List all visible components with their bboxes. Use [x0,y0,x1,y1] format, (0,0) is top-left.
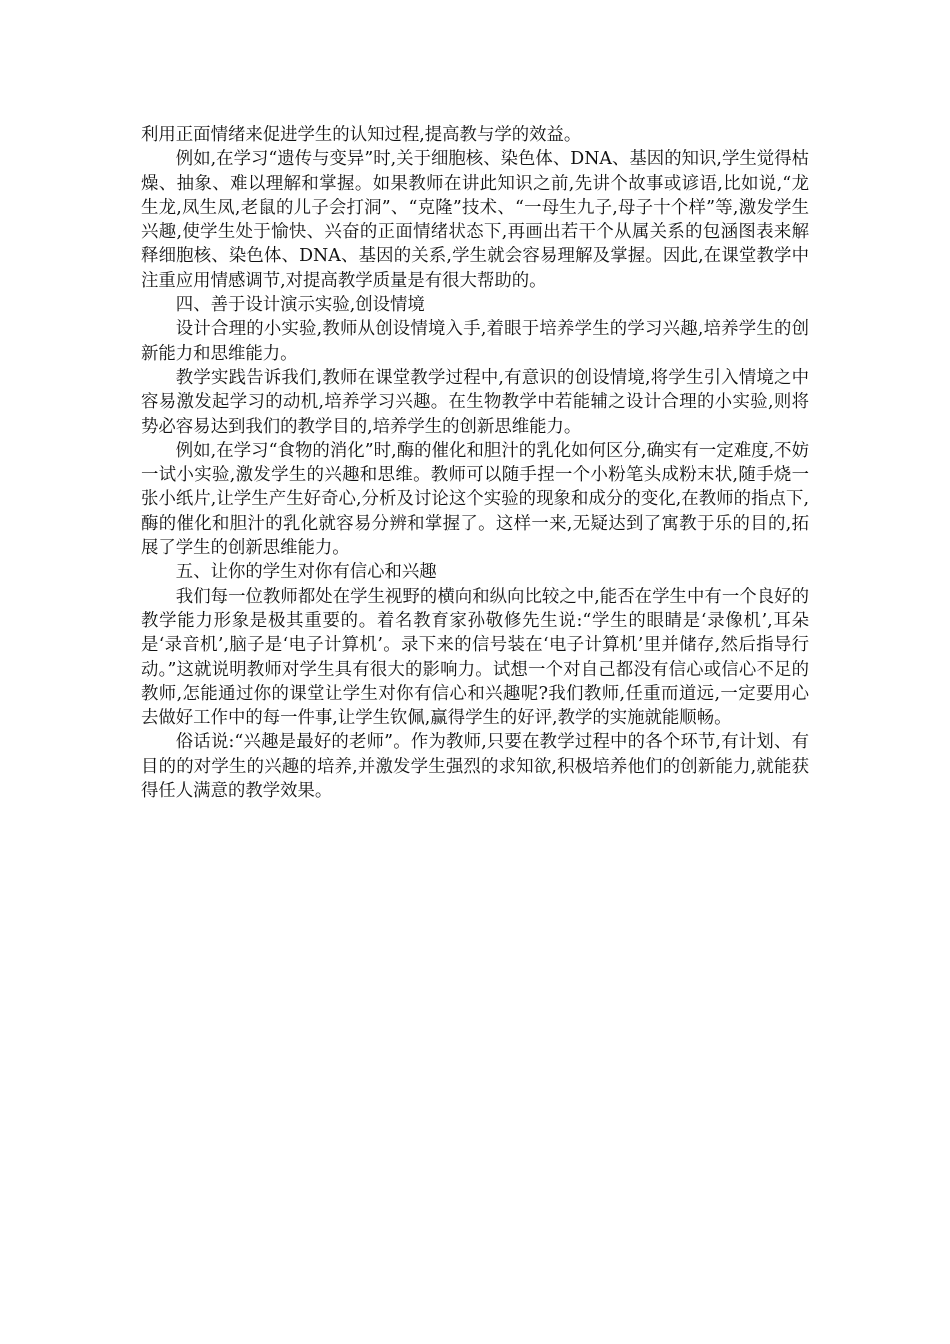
paragraph-teaching-practice: 教学实践告诉我们,教师在课堂教学过程中,有意识的创设情境,将学生引入情境之中容易激发起学习的动机,培养学习兴趣。在生物教学中若能辅之设计合理的小实验,则将势必容易达到我们的教学目的,培养学生的创新思维能力。 [141,367,809,437]
paragraph-teacher-image: 我们每一位教师都处在学生视野的横向和纵向比较之中,能否在学生中有一个良好的教学能力形象是极其重要的。着名教育家孙敬修先生说:“学生的眼睛是‘录像机’,耳朵是‘录音机’,脑子是‘电子计算机’。录下来的信号装在‘电子计算机’里并储存,然后指导行动。”这就说明教师对学生具有很大的影响力。试想一个对自己都没有信心或信心不足的教师,怎能通过你的课堂让学生对你有信心和兴趣呢?我们教师,任重而道远,一定要用心去做好工作中的每一件事,让学生钦佩,赢得学生的好评,教学的实施就能顺畅。 [141,586,809,729]
paragraph-interest-conclusion: 俗话说:“兴趣是最好的老师”。作为教师,只要在教学过程中的各个环节,有计划、有目的的对学生的兴趣的培养,并激发学生强烈的求知欲,积极培养他们的创新能力,就能获得任人满意的教学效果。 [141,732,809,802]
document-body [141,123,809,803]
section-heading-four: 四、善于设计演示实验,创设情境 [175,295,425,316]
paragraph-experiment-design: 设计合理的小实验,教师从创设情境入手,着眼于培养学生的学习兴趣,培养学生的创新能力和思维能力。 [141,319,809,364]
paragraph-digestion-example: 例如,在学习“食物的消化”时,酶的催化和胆汁的乳化如何区分,确实有一定难度,不妨一试小实验,激发学生的兴趣和思维。教师可以随手捏一个小粉笔头成粉末状,随手烧一张小纸片,让学生产生好奇心,分析及讨论这个实验的现象和成分的变化,在教师的指点下,酶的催化和胆汁的乳化就容易分辨和掌握了。这样一来,无疑达到了寓教于乐的目的,拓展了学生的创新思维能力。 [141,440,809,559]
paragraph-genetics-example: 例如,在学习“遗传与变异”时,关于细胞核、染色体、DNA、基因的知识,学生觉得枯燥、抽象、难以理解和掌握。如果教师在讲此知识之前,先讲个故事或谚语,比如说,“龙生龙,凤生凤,老鼠的儿子会打洞”、“克隆”技术、“一母生九子,母子十个样”等,激发学生兴趣,使学生处于愉快、兴奋的正面情绪状态下,再画出若干个从属关系的包涵图表来解释细胞核、染色体、DNA、基因的关系,学生就会容易理解及掌握。因此,在课堂教学中注重应用情感调节,对提高教学质量是有很大帮助的。 [141,149,809,291]
paragraph-continuation: 利用正面情绪来促进学生的认知过程,提高教与学的效益。 [141,125,582,145]
section-heading-five: 五、让你的学生对你有信心和兴趣 [175,562,437,583]
